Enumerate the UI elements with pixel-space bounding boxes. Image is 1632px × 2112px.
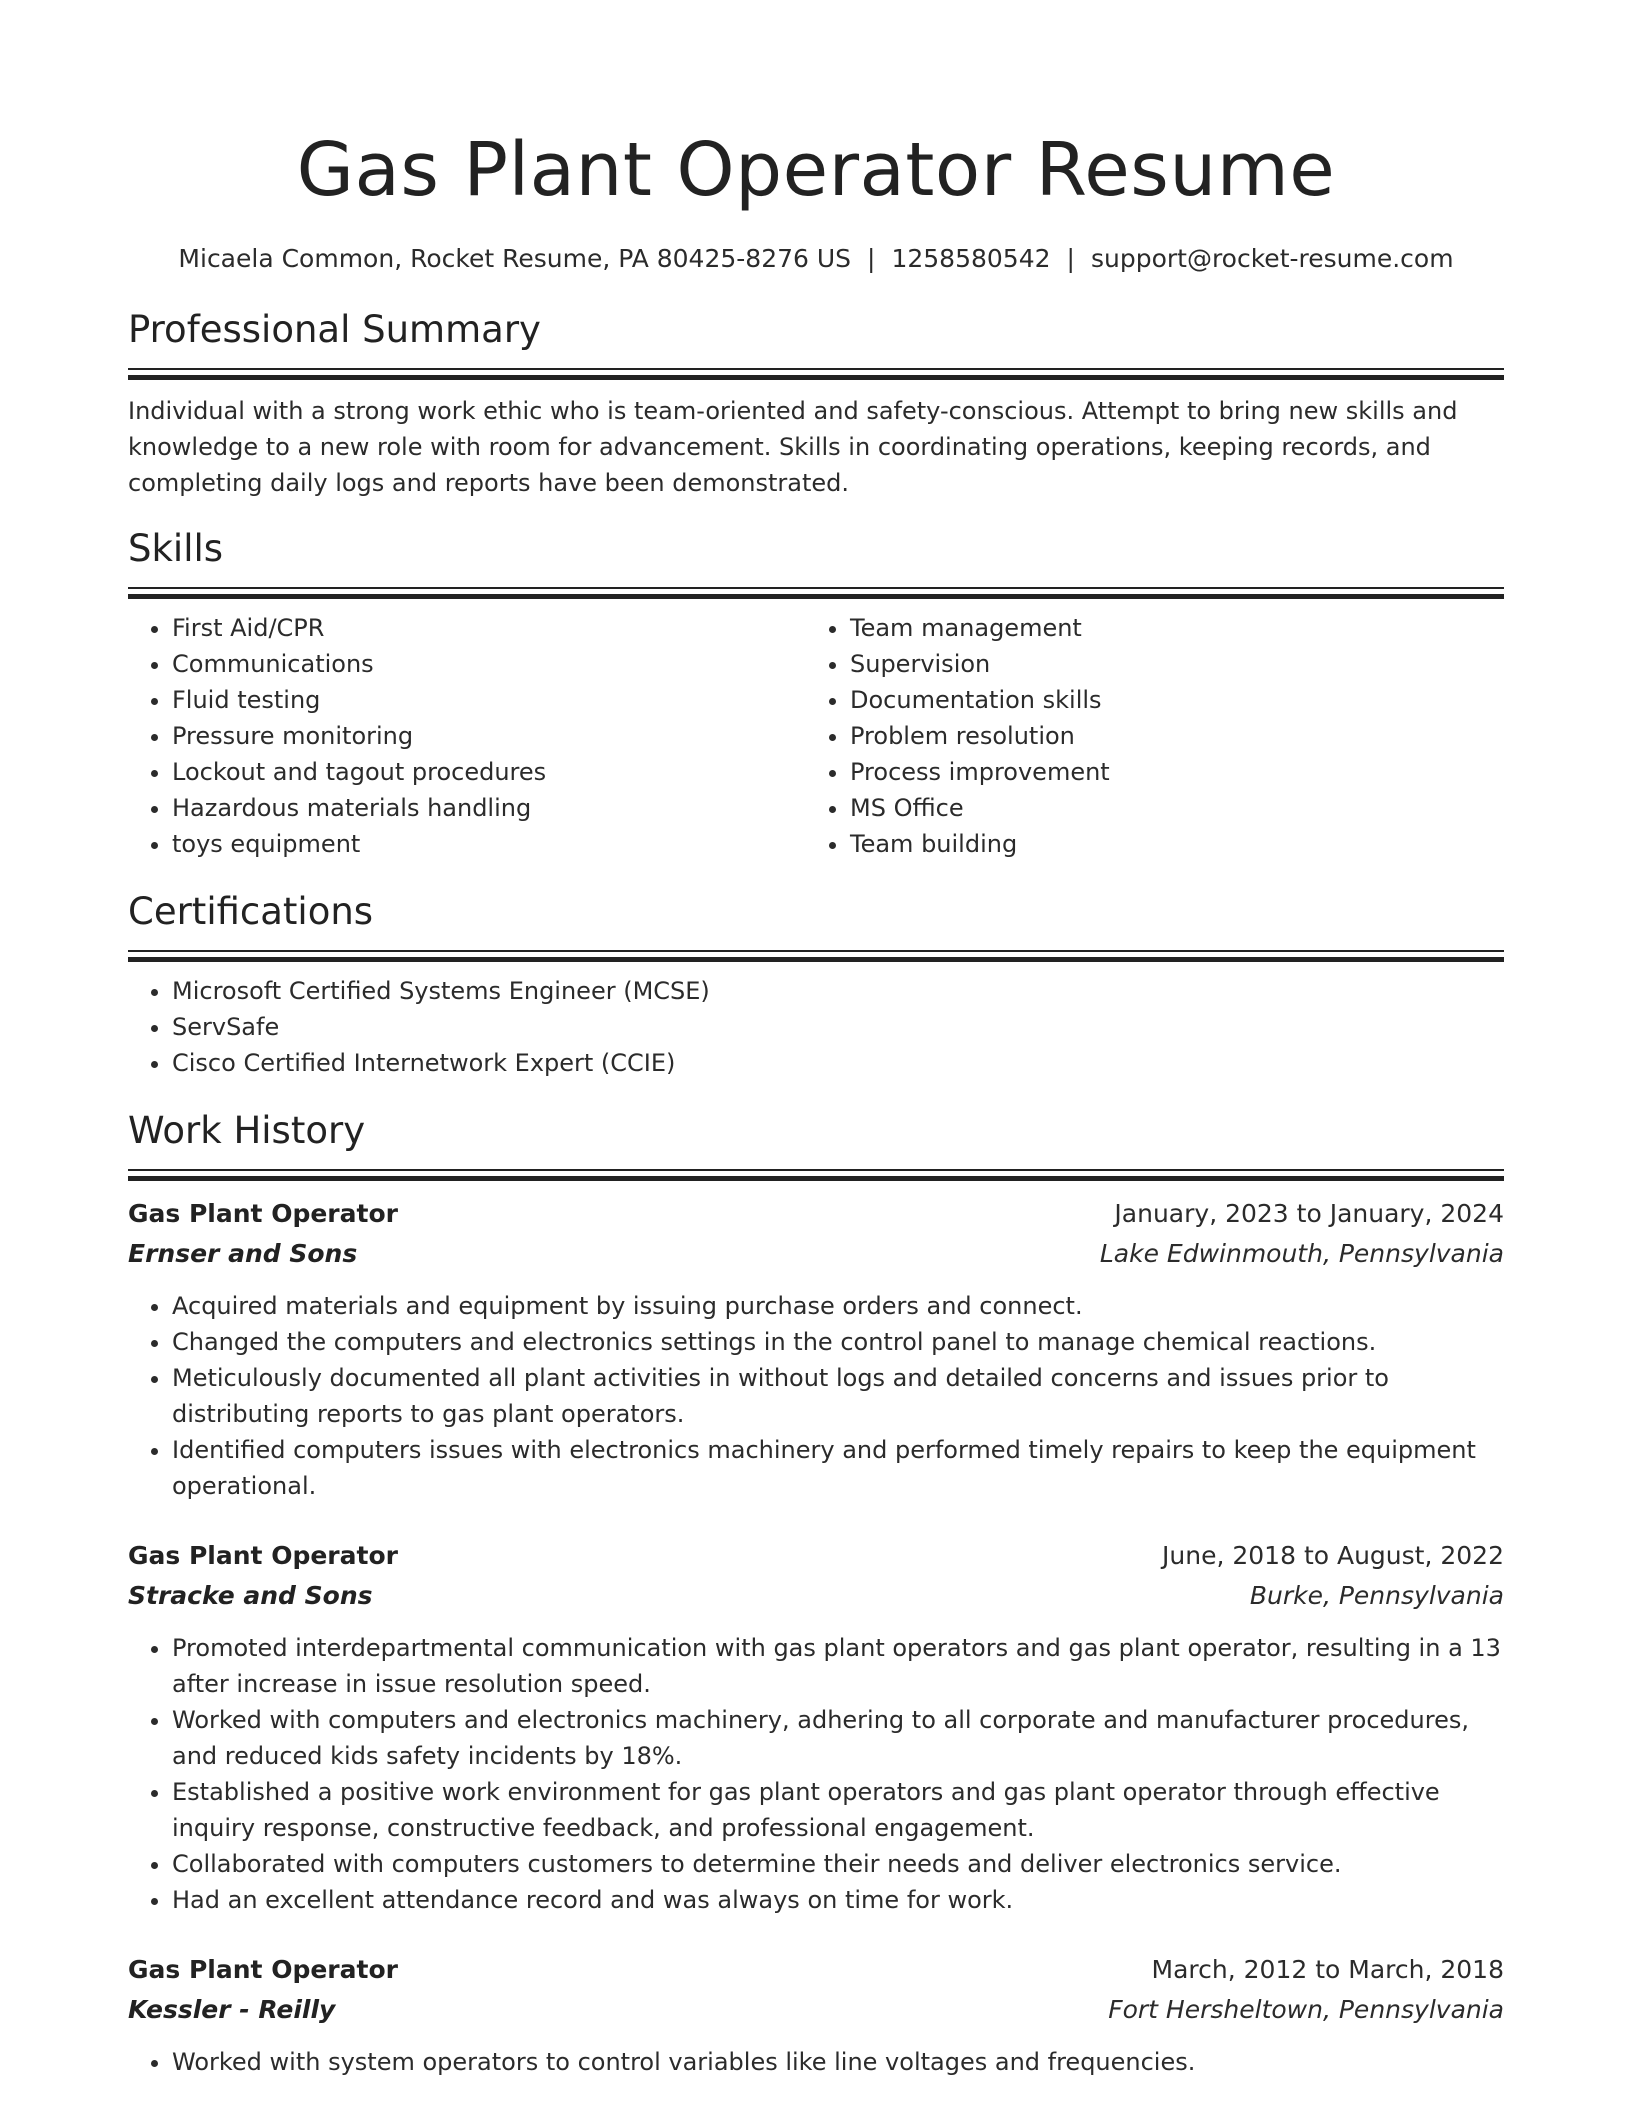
certification-item: • Cisco Certified Internetwork Expert (CCIE) xyxy=(172,1045,1504,1081)
section-divider xyxy=(128,368,1504,379)
skill-item: • Pressure monitoring xyxy=(172,718,806,754)
job-entry xyxy=(128,1536,1504,1918)
certifications-list xyxy=(128,973,1504,1081)
resume-page xyxy=(128,0,1504,2112)
job-title: Gas Plant Operator xyxy=(128,1955,398,1984)
section-divider xyxy=(128,1169,1504,1180)
skill-item: • Team building xyxy=(850,826,1484,862)
job-bullet: • Established a positive work environment for gas plant operators and gas plant operator through effective inquiry response, constructive feedback, and professional engagement. xyxy=(172,1774,1504,1846)
skill-item: • MS Office xyxy=(850,790,1484,826)
certification-item: • Microsoft Certified Systems Engineer (MCSE) xyxy=(172,973,1504,1009)
section-divider xyxy=(128,950,1504,961)
skill-item: • First Aid/CPR xyxy=(172,610,806,646)
contact-phone: 1258580542 xyxy=(891,244,1051,273)
skill-item: • Fluid testing xyxy=(172,682,806,718)
job-bullet: • Collaborated with computers customers to determine their needs and deliver electronics service. xyxy=(172,1846,1504,1882)
skills-grid xyxy=(128,610,1504,862)
work-history-heading: Work History xyxy=(128,1109,366,1152)
certifications-heading: Certifications xyxy=(128,890,374,933)
contact-line xyxy=(128,242,1504,276)
certification-item: • ServSafe xyxy=(172,1009,1504,1045)
job-header-row xyxy=(128,1950,1504,1990)
skills-column-left xyxy=(128,610,806,862)
summary-heading: Professional Summary xyxy=(128,308,541,351)
skills-section xyxy=(128,525,1504,862)
summary-text: Individual with a strong work ethic who is team-oriented and safety-conscious. Attempt to bring new skills and knowledge to a new role with room for advancement. Skills in coordinating operations, keeping records, and completing daily logs and reports have been demonstrated. xyxy=(128,397,1458,497)
work-history-section xyxy=(128,1107,1504,2080)
job-dates: January, 2023 to January, 2024 xyxy=(1114,1199,1504,1228)
skills-column-right xyxy=(806,610,1484,862)
job-company: Ernser and Sons xyxy=(128,1239,358,1268)
skills-heading: Skills xyxy=(128,527,224,570)
skill-item: • Lockout and tagout procedures xyxy=(172,754,806,790)
job-company: Stracke and Sons xyxy=(128,1581,373,1610)
job-entry xyxy=(128,1950,1504,2080)
skill-item: • Documentation skills xyxy=(850,682,1484,718)
job-dates: March, 2012 to March, 2018 xyxy=(1151,1955,1504,1984)
job-bullet-list xyxy=(128,1630,1504,1918)
job-dates: June, 2018 to August, 2022 xyxy=(1162,1541,1504,1570)
job-bullet: • Had an excellent attendance record and was always on time for work. xyxy=(172,1882,1504,1918)
skills-list-left xyxy=(128,610,806,862)
job-bullet: • Worked with computers and electronics machinery, adhering to all corporate and manufacturer procedures, and reduced kids safety incidents by 18%. xyxy=(172,1702,1504,1774)
skill-item: • Process improvement xyxy=(850,754,1484,790)
job-location: Lake Edwinmouth, Pennsylvania xyxy=(1099,1239,1504,1268)
job-bullet: • Promoted interdepartmental communication with gas plant operators and gas plant operator, resulting in a 13 after increase in issue resolution speed. xyxy=(172,1630,1504,1702)
job-title: Gas Plant Operator xyxy=(128,1541,398,1570)
skill-item: • Communications xyxy=(172,646,806,682)
job-company-row xyxy=(128,1234,1504,1274)
section-divider xyxy=(128,587,1504,598)
skills-list-right xyxy=(806,610,1484,862)
job-bullet: • Acquired materials and equipment by issuing purchase orders and connect. xyxy=(172,1288,1504,1324)
job-entry xyxy=(128,1194,1504,1504)
job-bullet: • Changed the computers and electronics settings in the control panel to manage chemical reactions. xyxy=(172,1324,1504,1360)
contact-address: Micaela Common, Rocket Resume, PA 80425-8276 US xyxy=(178,244,852,273)
job-company: Kessler - Reilly xyxy=(128,1995,336,2024)
job-company-row xyxy=(128,1576,1504,1616)
skill-item: • toys equipment xyxy=(172,826,806,862)
job-header-row xyxy=(128,1536,1504,1576)
contact-separator: | xyxy=(1066,244,1075,273)
job-bullet-list xyxy=(128,1288,1504,1504)
job-bullet: • Identified computers issues with electronics machinery and performed timely repairs to keep the equipment operational. xyxy=(172,1432,1504,1504)
job-bullet: • Worked with system operators to control variables like line voltages and frequencies. xyxy=(172,2044,1504,2080)
job-header-row xyxy=(128,1194,1504,1234)
job-bullet: • Meticulously documented all plant activities in without logs and detailed concerns and issues prior to distributing reports to gas plant operators. xyxy=(172,1360,1504,1432)
skill-item: • Hazardous materials handling xyxy=(172,790,806,826)
summary-section xyxy=(128,306,1504,501)
job-title: Gas Plant Operator xyxy=(128,1199,398,1228)
skill-item: • Team management xyxy=(850,610,1484,646)
resume-title: Gas Plant Operator Resume xyxy=(296,127,1336,213)
job-location: Burke, Pennsylvania xyxy=(1249,1581,1504,1610)
job-bullet-list xyxy=(128,2044,1504,2080)
contact-separator: | xyxy=(867,244,876,273)
job-company-row xyxy=(128,1990,1504,2030)
skill-item: • Supervision xyxy=(850,646,1484,682)
certifications-section xyxy=(128,888,1504,1081)
skill-item: • Problem resolution xyxy=(850,718,1484,754)
contact-email: support@rocket-resume.com xyxy=(1090,244,1454,273)
job-location: Fort Hersheltown, Pennsylvania xyxy=(1108,1995,1504,2024)
